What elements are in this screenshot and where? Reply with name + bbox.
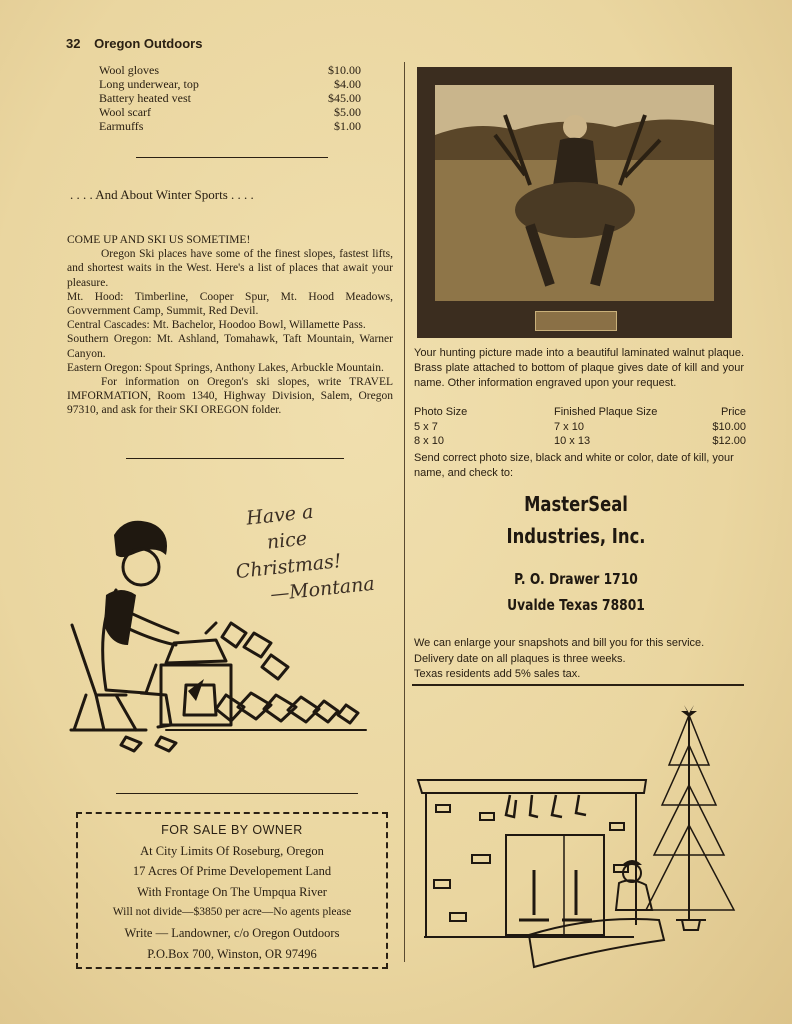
- handwritten-note: Have a nice Christmas! —Montana: [234, 500, 376, 606]
- ski-intro: Oregon Ski places have some of the finest slopes, fastest lifts, and shortest waits in the West. Here's a list of places that await your pleasure.: [67, 248, 393, 289]
- company-address-line2: Uvalde Texas 78801: [507, 596, 645, 614]
- for-sale-line: With Frontage On The Umpqua River: [137, 884, 327, 899]
- table-header-row: Photo Size Finished Plaque Size Price: [414, 406, 746, 418]
- divider: [126, 458, 344, 459]
- price-table: [414, 405, 746, 449]
- enlarge-note: We can enlarge your snapshots and bill you for this service.: [414, 637, 705, 649]
- price-list: [99, 63, 361, 133]
- column-divider: [404, 62, 405, 962]
- page-number: 32: [66, 36, 81, 51]
- typist-cartoon-illustration: [66, 515, 376, 755]
- for-sale-line: At City Limits Of Roseburg, Oregon: [140, 843, 324, 858]
- for-sale-title: FOR SALE BY OWNER: [161, 823, 303, 837]
- table-row: 5 x 7 7 x 10 $10.00: [414, 420, 746, 433]
- send-instructions: Send correct photo size, black and white or color, date of kill, your name, and check to:: [414, 452, 734, 479]
- ski-southern: Southern Oregon: Mt. Ashland, Tomahawk, Taft Mountain, Warner Canyon.: [67, 333, 393, 360]
- for-sale-line: P.O.Box 700, Winston, OR 97496: [147, 946, 317, 961]
- company-block: [410, 488, 742, 618]
- plaque-notes: [414, 636, 744, 683]
- price-row: Battery heated vest $45.00: [99, 91, 361, 105]
- price-row: Wool scarf $5.00: [99, 105, 361, 119]
- winter-sports-title: . . . . And About Winter Sports . . . .: [70, 187, 254, 202]
- ski-mt-hood: Mt. Hood: Timberline, Cooper Spur, Mt. Hood Meadows, Govvernment Camp, Summit, Red Devil.: [67, 290, 393, 318]
- for-sale-line: 17 Acres Of Prime Developement Land: [132, 864, 332, 879]
- page-header: [66, 36, 212, 51]
- ski-central: Central Cascades: Mt. Bachelor, Hoodoo Bowl, Willamette Pass.: [67, 319, 366, 332]
- tax-note: Texas residents add 5% sales tax.: [414, 668, 581, 680]
- price-row: Earmuffs $1.00: [99, 119, 361, 133]
- hunter-with-deer-image: [435, 85, 714, 301]
- ski-article: [67, 233, 393, 418]
- price-row: Long underwear, top $4.00: [99, 77, 361, 91]
- ski-eastern: Eastern Oregon: Spout Springs, Anthony Lakes, Arbuckle Mountain.: [67, 361, 384, 374]
- for-sale-ad: [76, 812, 388, 969]
- publication-name: Oregon Outdoors: [94, 36, 203, 51]
- fireplace-christmas-tree-illustration: [414, 705, 754, 970]
- plaque-description: Your hunting picture made into a beautiful laminated walnut plaque. Brass plate attached to bottom of plaque gives date of kill and your name. Other information engraved upon your request.: [414, 347, 744, 389]
- table-row: 8 x 10 10 x 13 $12.00: [414, 435, 746, 447]
- plaque-photo-frame: [417, 67, 732, 338]
- company-name-line2: Industries, Inc.: [506, 524, 646, 548]
- price-row: Wool gloves $10.00: [99, 63, 361, 77]
- company-address-line1: P. O. Drawer 1710: [514, 570, 638, 588]
- hunting-photo: [435, 85, 714, 301]
- company-name-line1: MasterSeal: [524, 492, 628, 516]
- for-sale-line: Write — Landowner, c/o Oregon Outdoors: [124, 925, 340, 940]
- divider: [136, 157, 328, 158]
- for-sale-line: Will not divide—$3850 per acre—No agents please: [112, 906, 352, 919]
- divider: [412, 684, 744, 686]
- brass-plate: [535, 311, 617, 331]
- ski-info: For information on Oregon's ski slopes, write TRAVEL IMFORMATION, Room 1340, Highway Division, Salem, Oregon 97310, and ask for their SKI OREGON folder.: [67, 376, 393, 417]
- delivery-note: Delivery date on all plaques is three weeks.: [414, 652, 626, 665]
- divider: [116, 793, 358, 794]
- ski-headline: COME UP AND SKI US SOMETIME!: [67, 234, 251, 246]
